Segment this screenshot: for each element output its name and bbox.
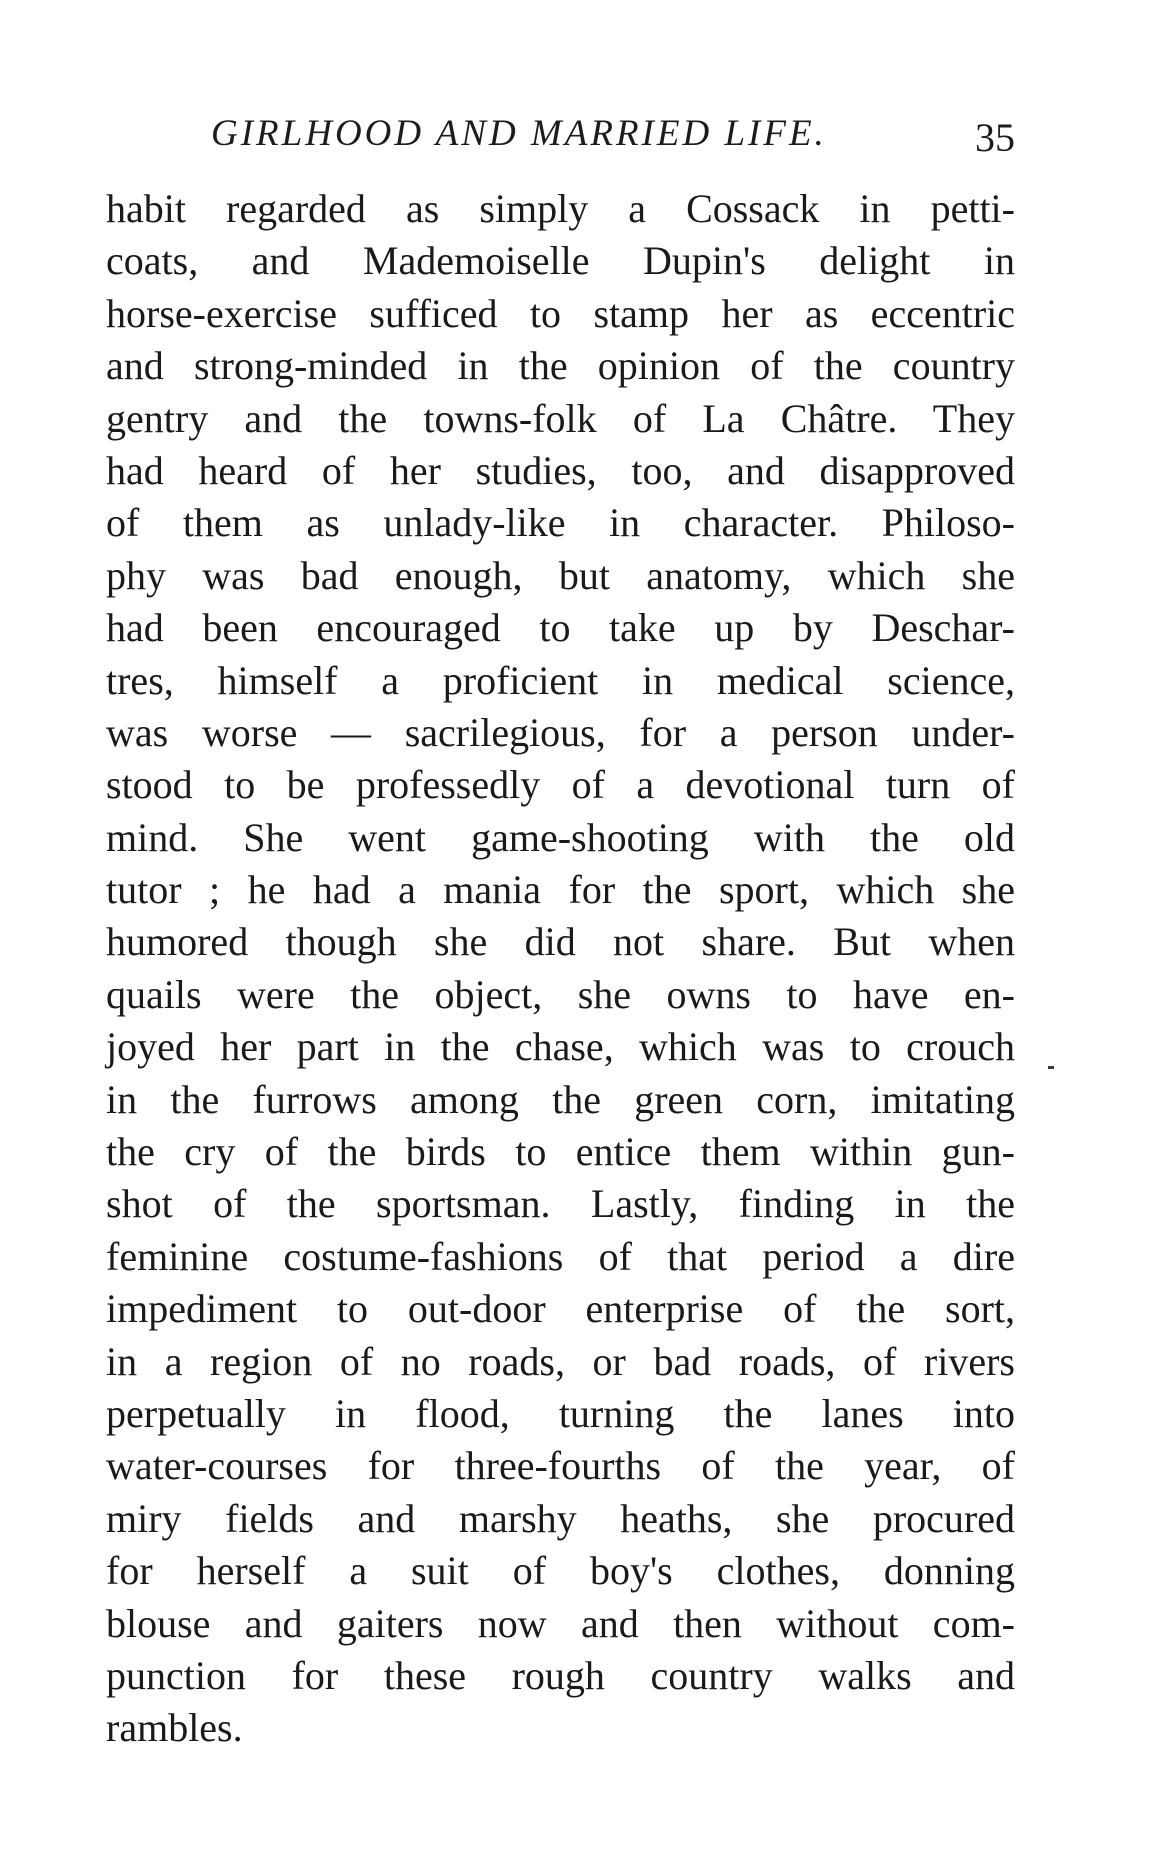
text-line: mind. She went game-shooting with the old bbox=[106, 814, 1015, 860]
text-line: impediment to out-door enterprise of the sort, bbox=[106, 1286, 1015, 1332]
page-number: 35 bbox=[975, 115, 1015, 160]
text-line: and strong-minded in the opinion of the country bbox=[106, 343, 1015, 389]
text-line: of them as unlady-like in character. Philoso- bbox=[106, 500, 1015, 546]
text-line: horse-exercise sufficed to stamp her as eccentric bbox=[106, 290, 1015, 336]
text-line: punction for these rough country walks and bbox=[106, 1652, 1015, 1698]
text-line: had been encouraged to take up by Deschar- bbox=[106, 605, 1015, 651]
text-line: shot of the sportsman. Lastly, finding in the bbox=[106, 1181, 1015, 1227]
text-line: phy was bad enough, but anatomy, which she bbox=[106, 552, 1015, 598]
text-line: coats, and Mademoiselle Dupin's delight in bbox=[106, 238, 1015, 284]
text-line: perpetually in flood, turning the lanes into bbox=[106, 1390, 1015, 1436]
text-line: in a region of no roads, or bad roads, of rivers bbox=[106, 1338, 1015, 1384]
text-line: water-courses for three-fourths of the year, of bbox=[106, 1443, 1015, 1489]
running-head bbox=[106, 112, 1015, 162]
text-line: joyed her part in the chase, which was to crouch bbox=[106, 1024, 1015, 1070]
text-line: tres, himself a proficient in medical science, bbox=[106, 657, 1015, 703]
text-line: miry fields and marshy heaths, she procured bbox=[106, 1495, 1015, 1541]
print-speck bbox=[1048, 1066, 1054, 1069]
text-line: tutor ; he had a mania for the sport, which she bbox=[106, 867, 1015, 913]
text-line: feminine costume-fashions of that period a dire bbox=[106, 1233, 1015, 1279]
text-line: for herself a suit of boy's clothes, donning bbox=[106, 1548, 1015, 1594]
text-line: stood to be professedly of a devotional turn of bbox=[106, 762, 1015, 808]
text-line: quails were the object, she owns to have en- bbox=[106, 971, 1015, 1017]
body-text bbox=[106, 183, 1015, 1755]
running-title: GIRLHOOD AND MARRIED LIFE. bbox=[211, 113, 827, 154]
text-line: humored though she did not share. But when bbox=[106, 919, 1015, 965]
text-line: the cry of the birds to entice them within gun- bbox=[106, 1129, 1015, 1175]
text-line: blouse and gaiters now and then without com- bbox=[106, 1600, 1015, 1646]
text-line: had heard of her studies, too, and disapproved bbox=[106, 447, 1015, 493]
text-line: was worse — sacrilegious, for a person under- bbox=[106, 709, 1015, 755]
text-line: gentry and the towns-folk of La Châtre. They bbox=[106, 395, 1015, 441]
text-line-last: rambles. bbox=[106, 1705, 243, 1751]
text-line: habit regarded as simply a Cossack in petti- bbox=[106, 186, 1015, 231]
text-line: in the furrows among the green corn, imitating bbox=[106, 1076, 1015, 1122]
